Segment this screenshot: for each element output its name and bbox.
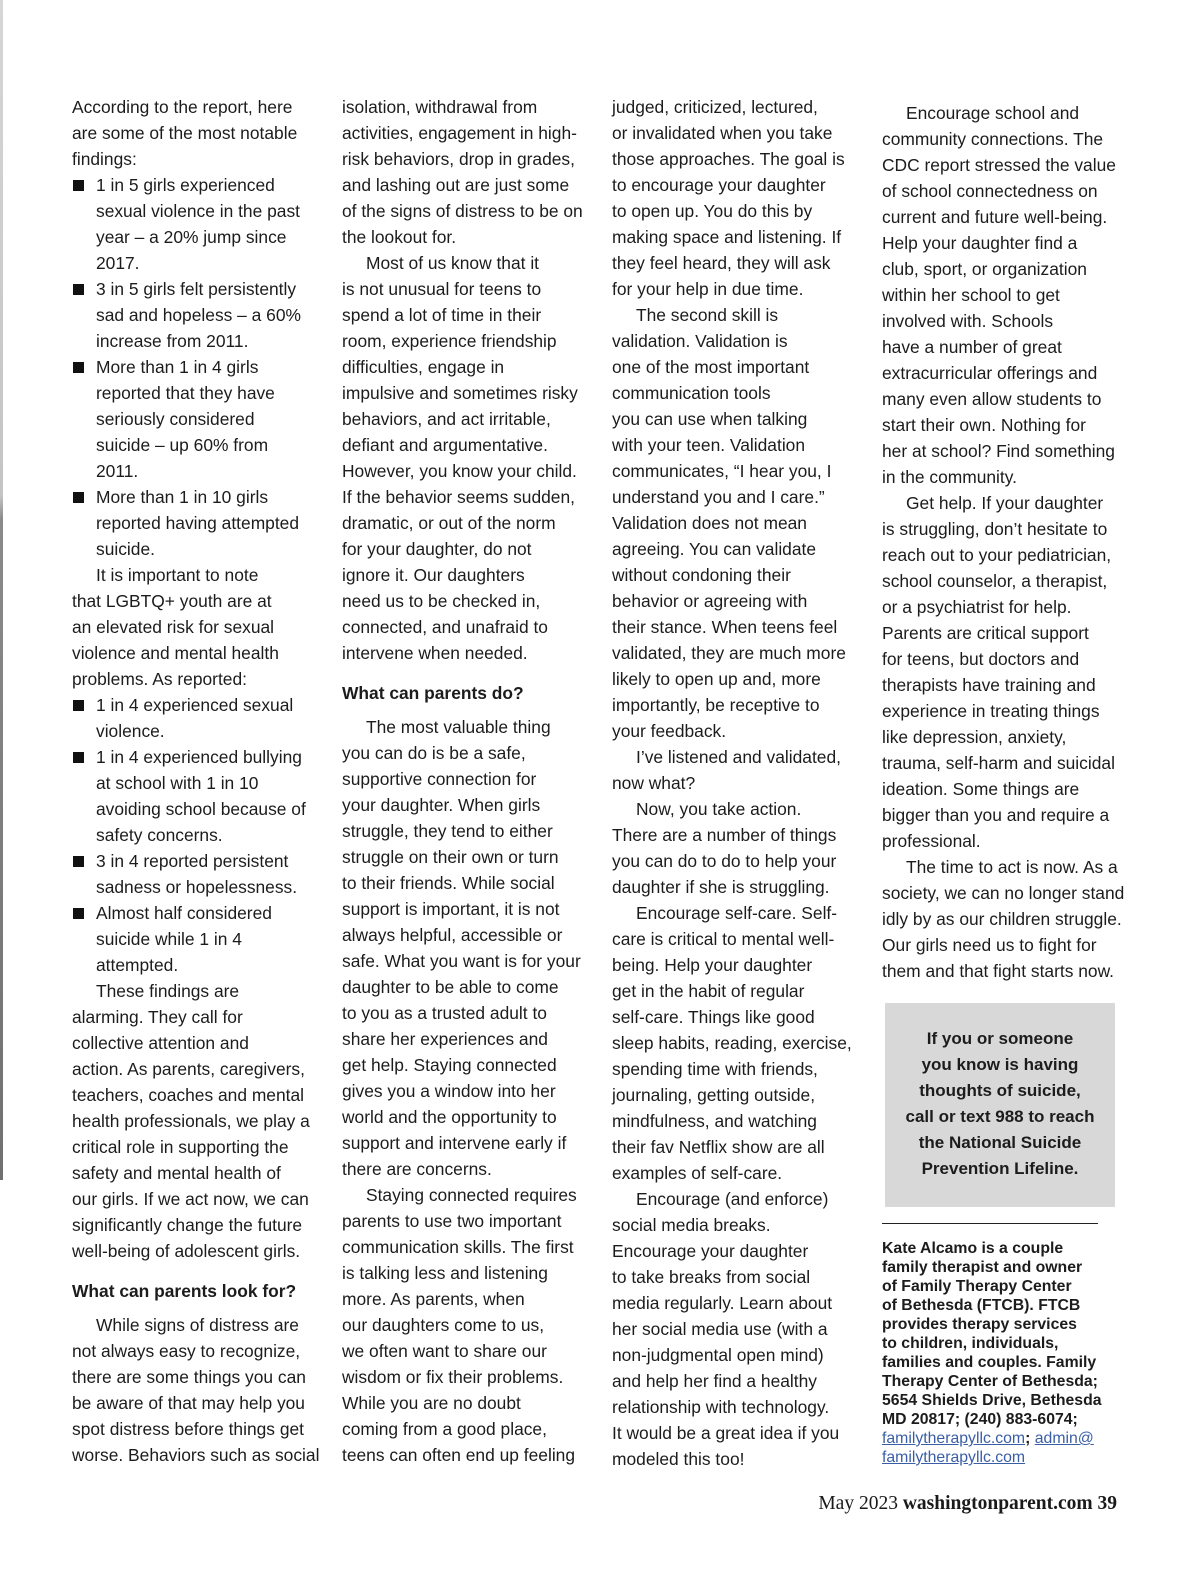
text-line: suicide – up 60% from: [96, 435, 269, 455]
text-line: an elevated risk for sexual: [72, 617, 275, 637]
text-line: CDC report stressed the value: [882, 155, 1116, 175]
text-line: is talking less and listening: [342, 1263, 548, 1283]
text-line: communication skills. The first: [342, 1237, 574, 1257]
text-line: more. As parents, when: [342, 1289, 525, 1309]
text-line: attempted.: [96, 955, 179, 975]
text-line: spending time with friends,: [612, 1059, 818, 1079]
text-line: non-judgmental open mind): [612, 1345, 824, 1365]
text-line: These findings are: [96, 981, 240, 1001]
text-line: and lashing out are just some: [342, 175, 570, 195]
text-line: More than 1 in 4 girls: [96, 357, 259, 377]
text-line: to you as a trusted adult to: [342, 1003, 547, 1023]
text-line: well-being of adolescent girls.: [72, 1241, 301, 1261]
text-line: them and that fight starts now.: [882, 961, 1115, 981]
square-bullet-icon: [73, 908, 84, 919]
text-line: problems. As reported:: [72, 669, 247, 689]
text-line: difficulties, engage in: [342, 357, 505, 377]
article-column-4: [882, 100, 1125, 984]
bio-line: to children, individuals,: [882, 1335, 1059, 1352]
bio-line: family therapist and owner: [882, 1259, 1083, 1276]
text-line: her social media use (with a: [612, 1319, 828, 1339]
article-column-3: [612, 94, 862, 1472]
text-line: behavior or agreeing with: [612, 591, 808, 611]
text-line: world and the opportunity to: [342, 1107, 557, 1127]
text-line: validated, they are much more: [612, 643, 846, 663]
text-line: teens can often end up feeling: [342, 1445, 576, 1465]
text-line: of school connectedness on: [882, 181, 1098, 201]
text-line: worse. Behaviors such as social: [72, 1445, 320, 1465]
text-line: community connections. The: [882, 129, 1104, 149]
text-line: current and future well-being.: [882, 207, 1108, 227]
text-line: always helpful, accessible or: [342, 925, 563, 945]
text-line: to their friends. While social: [342, 873, 555, 893]
text-line: idly by as our children struggle.: [882, 909, 1122, 929]
text-line: safety and mental health of: [72, 1163, 281, 1183]
text-line: school counselor, a therapist,: [882, 571, 1108, 591]
text-line: avoiding school because of: [96, 799, 306, 819]
text-line: not always easy to recognize,: [72, 1341, 301, 1361]
text-line: supportive connection for: [342, 769, 537, 789]
text-line: journaling, getting outside,: [612, 1085, 816, 1105]
text-line: coming from a good place,: [342, 1419, 547, 1439]
text-line: If the behavior seems sudden,: [342, 487, 575, 507]
text-line: sleep habits, reading, exercise,: [612, 1033, 852, 1053]
text-line: health professionals, we play a: [72, 1111, 310, 1131]
bio-links-line: [882, 1448, 1132, 1467]
section-heading: What can parents look for?: [72, 1281, 297, 1301]
square-bullet-icon: [73, 362, 84, 373]
text-line: support and intervene early if: [342, 1133, 567, 1153]
text-line: one of the most important: [612, 357, 810, 377]
paragraph: [612, 744, 862, 796]
text-line: relationship with technology.: [612, 1397, 830, 1417]
text-line: Parents are critical support: [882, 623, 1089, 643]
text-line: 2011.: [96, 461, 139, 481]
text-line: wisdom or fix their problems.: [342, 1367, 564, 1387]
text-line: communication tools: [612, 383, 771, 403]
paragraph: [882, 854, 1125, 984]
text-line: daughter to be able to come: [342, 977, 559, 997]
article-column-1: [72, 94, 322, 1468]
text-line: our daughters come to us,: [342, 1315, 545, 1335]
text-line: I’ve listened and validated,: [636, 747, 841, 767]
text-line: and help her find a healthy: [612, 1371, 817, 1391]
text-line: Now, you take action.: [636, 799, 802, 819]
text-line: violence and mental health: [72, 643, 279, 663]
text-line: you can do is be a safe,: [342, 743, 526, 763]
bullet-item: [72, 744, 322, 848]
callout-line: the National Suicide: [918, 1133, 1082, 1152]
text-line: be aware of that may help you: [72, 1393, 305, 1413]
text-line: The most valuable thing: [366, 717, 551, 737]
text-line: care is critical to mental well-: [612, 929, 835, 949]
bio-line: Kate Alcamo is a couple: [882, 1240, 1064, 1257]
text-line: we often want to share our: [342, 1341, 547, 1361]
text-line: While signs of distress are: [96, 1315, 299, 1335]
square-bullet-icon: [73, 700, 84, 711]
text-line: parents to use two important: [342, 1211, 562, 1231]
bio-line: of Bethesda (FTCB). FTCB: [882, 1297, 1081, 1314]
text-line: isolation, withdrawal from: [342, 97, 538, 117]
text-line: reported having attempted: [96, 513, 300, 533]
bio-separator: [882, 1223, 1098, 1224]
paragraph: [72, 1312, 322, 1468]
text-line: your daughter. When girls: [342, 795, 541, 815]
text-line: The second skill is: [636, 305, 779, 325]
bio-line: Therapy Center of Bethesda;: [882, 1373, 1098, 1390]
text-line: Get help. If your daughter: [906, 493, 1104, 513]
text-line: sadness or hopelessness.: [96, 877, 298, 897]
square-bullet-icon: [73, 284, 84, 295]
text-line: those approaches. The goal is: [612, 149, 845, 169]
text-line: the lookout for.: [342, 227, 457, 247]
text-line: reported that they have: [96, 383, 275, 403]
text-line: are some of the most notable: [72, 123, 298, 143]
paragraph: [342, 250, 592, 666]
text-line: struggle, they tend to either: [342, 821, 553, 841]
text-line: there are some things you can: [72, 1367, 306, 1387]
text-line: collective attention and: [72, 1033, 249, 1053]
text-line: violence.: [96, 721, 165, 741]
text-line: social media breaks.: [612, 1215, 771, 1235]
text-line: there are concerns.: [342, 1159, 492, 1179]
square-bullet-icon: [73, 180, 84, 191]
text-line: room, experience friendship: [342, 331, 557, 351]
bullet-item: [72, 900, 322, 978]
text-line: Most of us know that it: [366, 253, 540, 273]
bio-links-line: [882, 1429, 1132, 1448]
bio-line: 5654 Shields Drive, Bethesda: [882, 1392, 1102, 1409]
text-line: likely to open up and, more: [612, 669, 821, 689]
text-line: bigger than you and require a: [882, 805, 1110, 825]
text-line: share her experiences and: [342, 1029, 548, 1049]
text-line: get help. Staying connected: [342, 1055, 557, 1075]
text-line: club, sport, or organization: [882, 259, 1087, 279]
paragraph: [72, 562, 322, 692]
text-line: sad and hopeless – a 60%: [96, 305, 301, 325]
text-line: dramatic, or out of the norm: [342, 513, 556, 533]
text-line: Almost half considered: [96, 903, 272, 923]
text-line: behaviors, and act irritable,: [342, 409, 551, 429]
text-line: Encourage your daughter: [612, 1241, 809, 1261]
bullet-item: [72, 276, 322, 354]
text-line: There are a number of things: [612, 825, 837, 845]
text-line: professional.: [882, 831, 981, 851]
text-line: Our girls need us to fight for: [882, 935, 1097, 955]
callout-line: thoughts of suicide,: [919, 1081, 1081, 1100]
text-line: While you are no doubt: [342, 1393, 521, 1413]
text-line: safety concerns.: [96, 825, 223, 845]
email-link-continued[interactable]: familytherapyllc.com: [882, 1449, 1026, 1466]
text-line: connected, and unafraid to: [342, 617, 548, 637]
text-line: 3 in 4 reported persistent: [96, 851, 289, 871]
text-line: Validation does not mean: [612, 513, 807, 533]
text-line: spend a lot of time in their: [342, 305, 542, 325]
callout-line: you know is having: [921, 1055, 1079, 1074]
text-line: you can use when talking: [612, 409, 808, 429]
text-line: like depression, anxiety,: [882, 727, 1067, 747]
article-column-2: [342, 94, 592, 1468]
text-line: Help your daughter find a: [882, 233, 1078, 253]
text-line: mindfulness, and watching: [612, 1111, 817, 1131]
bullet-item: [72, 172, 322, 276]
text-line: 1 in 4 experienced bullying: [96, 747, 302, 767]
text-line: increase from 2011.: [96, 331, 249, 351]
bullet-item: [72, 848, 322, 900]
text-line: many even allow students to: [882, 389, 1102, 409]
text-line: Encourage (and enforce): [636, 1189, 829, 1209]
text-line: to take breaks from social: [612, 1267, 811, 1287]
bullet-item: [72, 354, 322, 484]
page-binding-edge: [0, 0, 3, 1180]
paragraph: [342, 714, 592, 1182]
text-line: importantly, be receptive to: [612, 695, 820, 715]
text-line: However, you know your child.: [342, 461, 577, 481]
bullet-item: [72, 484, 322, 562]
text-line: ideation. Some things are: [882, 779, 1080, 799]
text-line: her at school? Find something: [882, 441, 1115, 461]
text-line: start their own. Nothing for: [882, 415, 1086, 435]
text-line: society, we can no longer stand: [882, 883, 1125, 903]
text-line: trauma, self-harm and suicidal: [882, 753, 1115, 773]
text-line: within her school to get: [882, 285, 1060, 305]
text-line: daughter if she is struggling.: [612, 877, 830, 897]
square-bullet-icon: [73, 856, 84, 867]
text-line: validation. Validation is: [612, 331, 788, 351]
email-link[interactable]: admin@: [1034, 1430, 1094, 1447]
text-line: being. Help your daughter: [612, 955, 813, 975]
text-line: findings:: [72, 149, 137, 169]
paragraph: [342, 94, 592, 250]
text-line: you can do to do to help your: [612, 851, 837, 871]
text-line: teachers, coaches and mental: [72, 1085, 305, 1105]
text-line: for your help in due time.: [612, 279, 804, 299]
paragraph: [882, 100, 1122, 490]
text-line: get in the habit of regular: [612, 981, 805, 1001]
text-line: is struggling, don’t hesitate to: [882, 519, 1108, 539]
text-line: or invalidated when you take: [612, 123, 833, 143]
text-line: they feel heard, they will ask: [612, 253, 831, 273]
text-line: suicide.: [96, 539, 155, 559]
text-line: It would be a great idea if you: [612, 1423, 840, 1443]
bio-line: of Family Therapy Center: [882, 1278, 1072, 1295]
text-line: Encourage school and: [906, 103, 1080, 123]
text-line: now what?: [612, 773, 696, 793]
text-line: defiant and argumentative.: [342, 435, 548, 455]
text-line: communicates, “I hear you, I: [612, 461, 832, 481]
text-line: with your teen. Validation: [612, 435, 806, 455]
author-bio: [882, 1239, 1132, 1467]
text-line: in the community.: [882, 467, 1017, 487]
text-line: Staying connected requires: [366, 1185, 577, 1205]
text-line: understand you and I care.”: [612, 487, 825, 507]
page-footer: [818, 1491, 1117, 1517]
site-name: washingtonparent.com: [902, 1493, 1093, 1514]
website-link[interactable]: familytherapyllc.com: [882, 1430, 1026, 1447]
text-line: alarming. They call for: [72, 1007, 243, 1027]
text-line: involved with. Schools: [882, 311, 1054, 331]
text-line: our girls. If we act now, we can: [72, 1189, 309, 1209]
paragraph: [612, 94, 862, 302]
text-line: According to the report, here: [72, 97, 293, 117]
text-line: Encourage self-care. Self-: [636, 903, 838, 923]
text-line: extracurricular offerings and: [882, 363, 1098, 383]
text-line: It is important to note: [96, 565, 259, 585]
suicide-hotline-callout: [885, 1003, 1115, 1207]
square-bullet-icon: [73, 492, 84, 503]
text-line: seriously considered: [96, 409, 255, 429]
text-line: for teens, but doctors and: [882, 649, 1080, 669]
text-line: safe. What you want is for your: [342, 951, 581, 971]
text-line: to open up. You do this by: [612, 201, 813, 221]
callout-line: Prevention Lifeline.: [921, 1159, 1079, 1178]
bio-line: provides therapy services: [882, 1316, 1077, 1333]
paragraph: [342, 1182, 592, 1468]
section-heading: What can parents do?: [342, 683, 524, 703]
callout-line: call or text 988 to reach: [905, 1107, 1095, 1126]
text-line: therapists have training and: [882, 675, 1096, 695]
paragraph: [612, 900, 862, 1186]
text-line: your feedback.: [612, 721, 727, 741]
bio-line: families and couples. Family: [882, 1354, 1097, 1371]
text-line: The time to act is now. As a: [906, 857, 1118, 877]
text-line: struggle on their own or turn: [342, 847, 559, 867]
text-line: reach out to your pediatrician,: [882, 545, 1112, 565]
text-line: activities, engagement in high-: [342, 123, 577, 143]
text-line: or a psychiatrist for help.: [882, 597, 1072, 617]
text-line: sexual violence in the past: [96, 201, 300, 221]
text-line: have a number of great: [882, 337, 1062, 357]
text-line: making space and listening. If: [612, 227, 842, 247]
text-line: year – a 20% jump since: [96, 227, 287, 247]
text-line: 3 in 5 girls felt persistently: [96, 279, 297, 299]
callout-line: If you or someone: [926, 1029, 1074, 1048]
text-line: is not unusual for teens to: [342, 279, 542, 299]
text-line: ignore it. Our daughters: [342, 565, 525, 585]
text-line: 1 in 5 girls experienced: [96, 175, 275, 195]
text-line: judged, criticized, lectured,: [612, 97, 818, 117]
text-line: suicide while 1 in 4: [96, 929, 242, 949]
text-line: impulsive and sometimes risky: [342, 383, 578, 403]
text-line: their fav Netflix show are all: [612, 1137, 825, 1157]
text-line: 1 in 4 experienced sexual: [96, 695, 294, 715]
text-line: action. As parents, caregivers,: [72, 1059, 305, 1079]
text-line: examples of self-care.: [612, 1163, 783, 1183]
paragraph: [612, 1186, 862, 1472]
text-line: modeled this too!: [612, 1449, 745, 1469]
text-line: 2017.: [96, 253, 140, 273]
text-line: significantly change the future: [72, 1215, 303, 1235]
bullet-item: [72, 692, 322, 744]
issue-date: May 2023: [818, 1493, 898, 1514]
text-line: risk behaviors, drop in grades,: [342, 149, 575, 169]
text-line: experience in treating things: [882, 701, 1100, 721]
text-line: media regularly. Learn about: [612, 1293, 833, 1313]
text-line: self-care. Things like good: [612, 1007, 815, 1027]
paragraph: [882, 490, 1122, 854]
text-line: without condoning their: [612, 565, 791, 585]
text-line: of the signs of distress to be on: [342, 201, 583, 221]
text-line: that LGBTQ+ youth are at: [72, 591, 272, 611]
text-line: agreeing. You can validate: [612, 539, 817, 559]
text-line: at school with 1 in 10: [96, 773, 259, 793]
paragraph: [612, 302, 862, 744]
paragraph: [72, 978, 322, 1264]
text-line: intervene when needed.: [342, 643, 528, 663]
page-number: 39: [1097, 1493, 1117, 1514]
text-line: their stance. When teens feel: [612, 617, 838, 637]
square-bullet-icon: [73, 752, 84, 763]
text-line: spot distress before things get: [72, 1419, 305, 1439]
link-separator: ;: [1025, 1430, 1035, 1447]
text-line: More than 1 in 10 girls: [96, 487, 269, 507]
text-line: for your daughter, do not: [342, 539, 532, 559]
text-line: critical role in supporting the: [72, 1137, 289, 1157]
paragraph: [612, 796, 862, 900]
bio-line: MD 20817; (240) 883-6074;: [882, 1411, 1078, 1428]
text-line: gives you a window into her: [342, 1081, 556, 1101]
text-line: support is important, it is not: [342, 899, 560, 919]
text-line: need us to be checked in,: [342, 591, 541, 611]
paragraph: [72, 94, 322, 172]
text-line: to encourage your daughter: [612, 175, 826, 195]
